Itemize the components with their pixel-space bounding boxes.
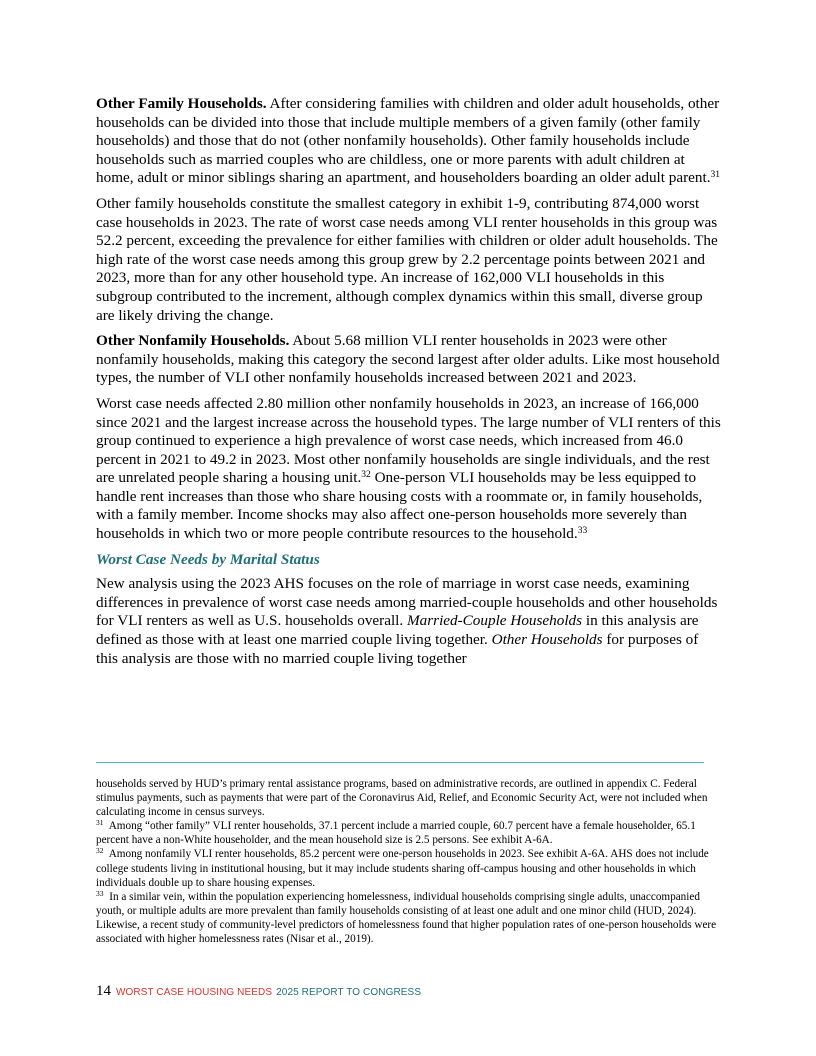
paragraph-text: About 5.68 million VLI renter households in 2023 were other nonfamily households, making this category the second largest after older adults. Like most household types, the number of VLI other nonfamily households increased between 2021 and 2023. xyxy=(96,332,720,387)
footnote-number: 31 xyxy=(96,818,104,828)
term-other-households: Other Households xyxy=(491,631,603,649)
term-married-couple-households: Married-Couple Households xyxy=(407,612,583,630)
footnote-31 xyxy=(96,819,722,847)
paragraph-other-family xyxy=(96,95,722,188)
paragraph-text: in this analysis are defined as those with at least one married couple living together. xyxy=(96,612,699,649)
footnote-continued: households served by HUD’s primary rental assistance programs, based on administrative records, are outlined in appendix C. Federal stimulus payments, such as payments that were part of the Coronavirus Aid, Relief, and Economic Security Act, were not included when calculating income in census surveys. xyxy=(96,778,708,819)
footnotes xyxy=(96,777,722,946)
footnote-ref-33[interactable]: 33 xyxy=(577,526,588,537)
paragraph-text: for purposes of this analysis are those with no married couple living together xyxy=(96,631,699,667)
paragraph-text: New analysis using the 2023 AHS focuses on the role of marriage in worst case needs, examining differences in prevalence of worst case needs among married-couple households and other households for VLI renters as well as U.S. households overall. xyxy=(96,575,718,630)
footer-report-title: WORST CASE HOUSING NEEDS xyxy=(116,987,273,998)
footnote-divider xyxy=(96,762,704,763)
footnote-32 xyxy=(96,847,722,889)
footnote-33 xyxy=(96,890,722,946)
footnote-text: Among nonfamily VLI renter households, 85.2 percent were one-person households in 2023. See exhibit A-6A. AHS does not include college students living in institutional housing, but it may include students sharing off-campus housing and other households in which individuals double up to share housing expenses. xyxy=(96,848,709,889)
section-heading-marital-status: Worst Case Needs by Marital Status xyxy=(96,550,320,568)
page-number: 14 xyxy=(96,983,111,999)
paragraph-other-nonfamily xyxy=(96,332,722,388)
paragraph-marital-status xyxy=(96,575,722,668)
run-in-heading-other-family: Other Family Households. xyxy=(96,95,267,112)
paragraph-text: Worst case needs affected 2.80 million other nonfamily households in 2023, an increase of 166,000 since 2021 and the largest increase across the household types. The large number of VLI renters of this group continued to experience a high prevalence of worst case needs, which increased from 46.0 percent in 2021 to 49.2 in 2023. Most other nonfamily households are single individuals, and the rest are unrelated people sharing a housing unit. xyxy=(96,394,721,487)
paragraph-other-nonfamily-2 xyxy=(96,395,722,544)
paragraph-text: One-person VLI households may be less equipped to handle rent increases than those who share housing costs with a roommate or, in family households, with a family member. Income shocks may also affect one-person households more severely than households in which two or more people contribute resources to the household. xyxy=(96,469,703,543)
footnote-number: 33 xyxy=(96,888,104,898)
body-text xyxy=(96,95,722,675)
footnote-ref-31[interactable]: 31 xyxy=(710,170,721,181)
run-in-heading-other-nonfamily: Other Nonfamily Households. xyxy=(96,332,290,350)
footnote-text: Among “other family” VLI renter households, 37.1 percent include a married couple, 60.7 percent have a female householder, 65.1 percent have a non-White householder, and the mean household size is 2.5 persons. See exhibit A-6A. xyxy=(96,820,696,847)
paragraph-text: After considering families with children and older adult households, other households can be divided into those that include multiple members of a given family (other family households) and those that do not (other nonfamily households). Other family households include households such as married couples who are childless, one or more parents with adult children at home, adult or minor siblings sharing an apartment, and householders boarding an older adult parent. xyxy=(96,95,720,187)
paragraph-other-family-2: Other family households constitute the smallest category in exhibit 1-9, contributing 874,000 worst case households in 2023. The rate of worst case needs among VLI renter households in this group was 52.2 percent, exceeding the prevalence for either families with children or older adult households. The high rate of the worst case needs among this group grew by 2.2 percentage points between 2021 and 2023, more than for any other household type. An increase of 162,000 VLI households in this subgroup contributed to the increment, although complex dynamics within this small, diverse group are likely driving the change. xyxy=(96,194,718,324)
footnote-text: In a similar vein, within the population experiencing homelessness, individual households comprising single adults, unaccompanied youth, or multiple adults are more prevalent than family households consisting of at least one adult and one minor child (HUD, 2024). Likewise, a recent study of community-level predictors of homelessness found that higher population rates of one-person households were associated with higher homelessness rates (Nisar et al., 2019). xyxy=(96,890,717,946)
footnote-number: 32 xyxy=(96,846,104,856)
page-footer xyxy=(96,982,421,1000)
footnote-ref-32[interactable]: 32 xyxy=(361,470,371,481)
footer-report-subtitle: 2025 REPORT TO CONGRESS xyxy=(276,987,422,998)
